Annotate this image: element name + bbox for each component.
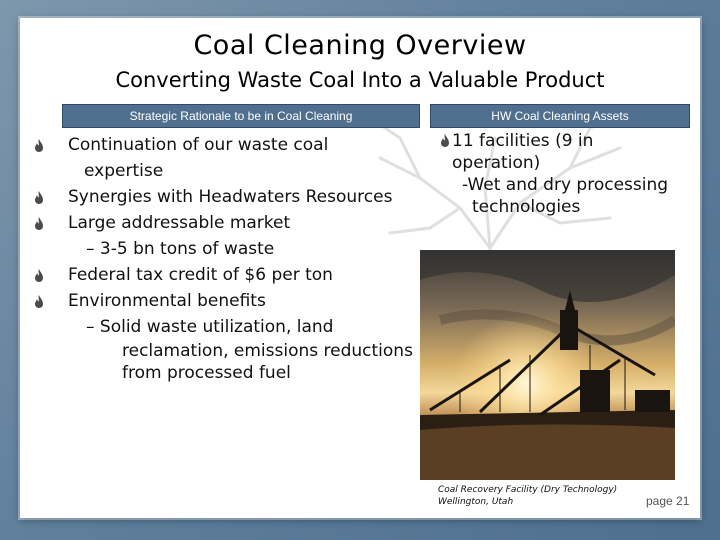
- slide-title: Coal Cleaning Overview: [193, 30, 527, 61]
- list-item: [32, 288, 422, 314]
- flame-icon: [34, 217, 44, 230]
- bullet-continuation: expertise: [84, 161, 164, 181]
- sub-bullet: – 3-5 bn tons of waste: [86, 239, 275, 259]
- sub-bullet: – Solid waste utilization, land: [86, 317, 334, 337]
- bullet-text: Environmental benefits: [68, 291, 266, 311]
- list-item: [32, 184, 422, 210]
- right-panel-header: HW Coal Cleaning Assets: [430, 104, 690, 128]
- flame-icon: [34, 139, 44, 152]
- flame-icon: [34, 295, 44, 308]
- flame-icon: [34, 269, 44, 282]
- photo-caption: [438, 484, 658, 508]
- slide-subtitle: Converting Waste Coal Into a Valuable Product: [115, 68, 605, 92]
- bullet-text: Synergies with Headwaters Resources: [68, 187, 393, 207]
- sub-bullet-continuation: reclamation, emissions reductions: [122, 341, 413, 361]
- assets-line: [440, 130, 695, 152]
- left-panel-header: Strategic Rationale to be in Coal Cleaning: [62, 104, 420, 128]
- page-number: page 21: [646, 494, 690, 508]
- flame-icon: [34, 191, 44, 204]
- list-item: [32, 262, 422, 288]
- facility-photo: [420, 250, 675, 480]
- assets-line-2: operation): [452, 153, 541, 173]
- strategic-rationale-list: [32, 132, 422, 384]
- bullet-text: Large addressable market: [68, 213, 291, 233]
- assets-line-4: technologies: [472, 197, 581, 217]
- assets-line-1: 11 facilities (9 in: [452, 131, 594, 151]
- list-item: [32, 210, 422, 236]
- caption-line-2: Wellington, Utah: [438, 497, 514, 507]
- flame-icon: [440, 134, 450, 147]
- caption-line-1: Coal Recovery Facility (Dry Technology): [438, 485, 618, 495]
- bullet-text: Federal tax credit of $6 per ton: [68, 265, 333, 285]
- bullet-text: Continuation of our waste coal: [68, 135, 329, 155]
- assets-text: [440, 130, 695, 218]
- assets-line-3: -Wet and dry processing: [462, 175, 669, 195]
- slide: [20, 18, 700, 518]
- sub-bullet-continuation: from processed fuel: [122, 363, 291, 383]
- list-item: [32, 132, 422, 158]
